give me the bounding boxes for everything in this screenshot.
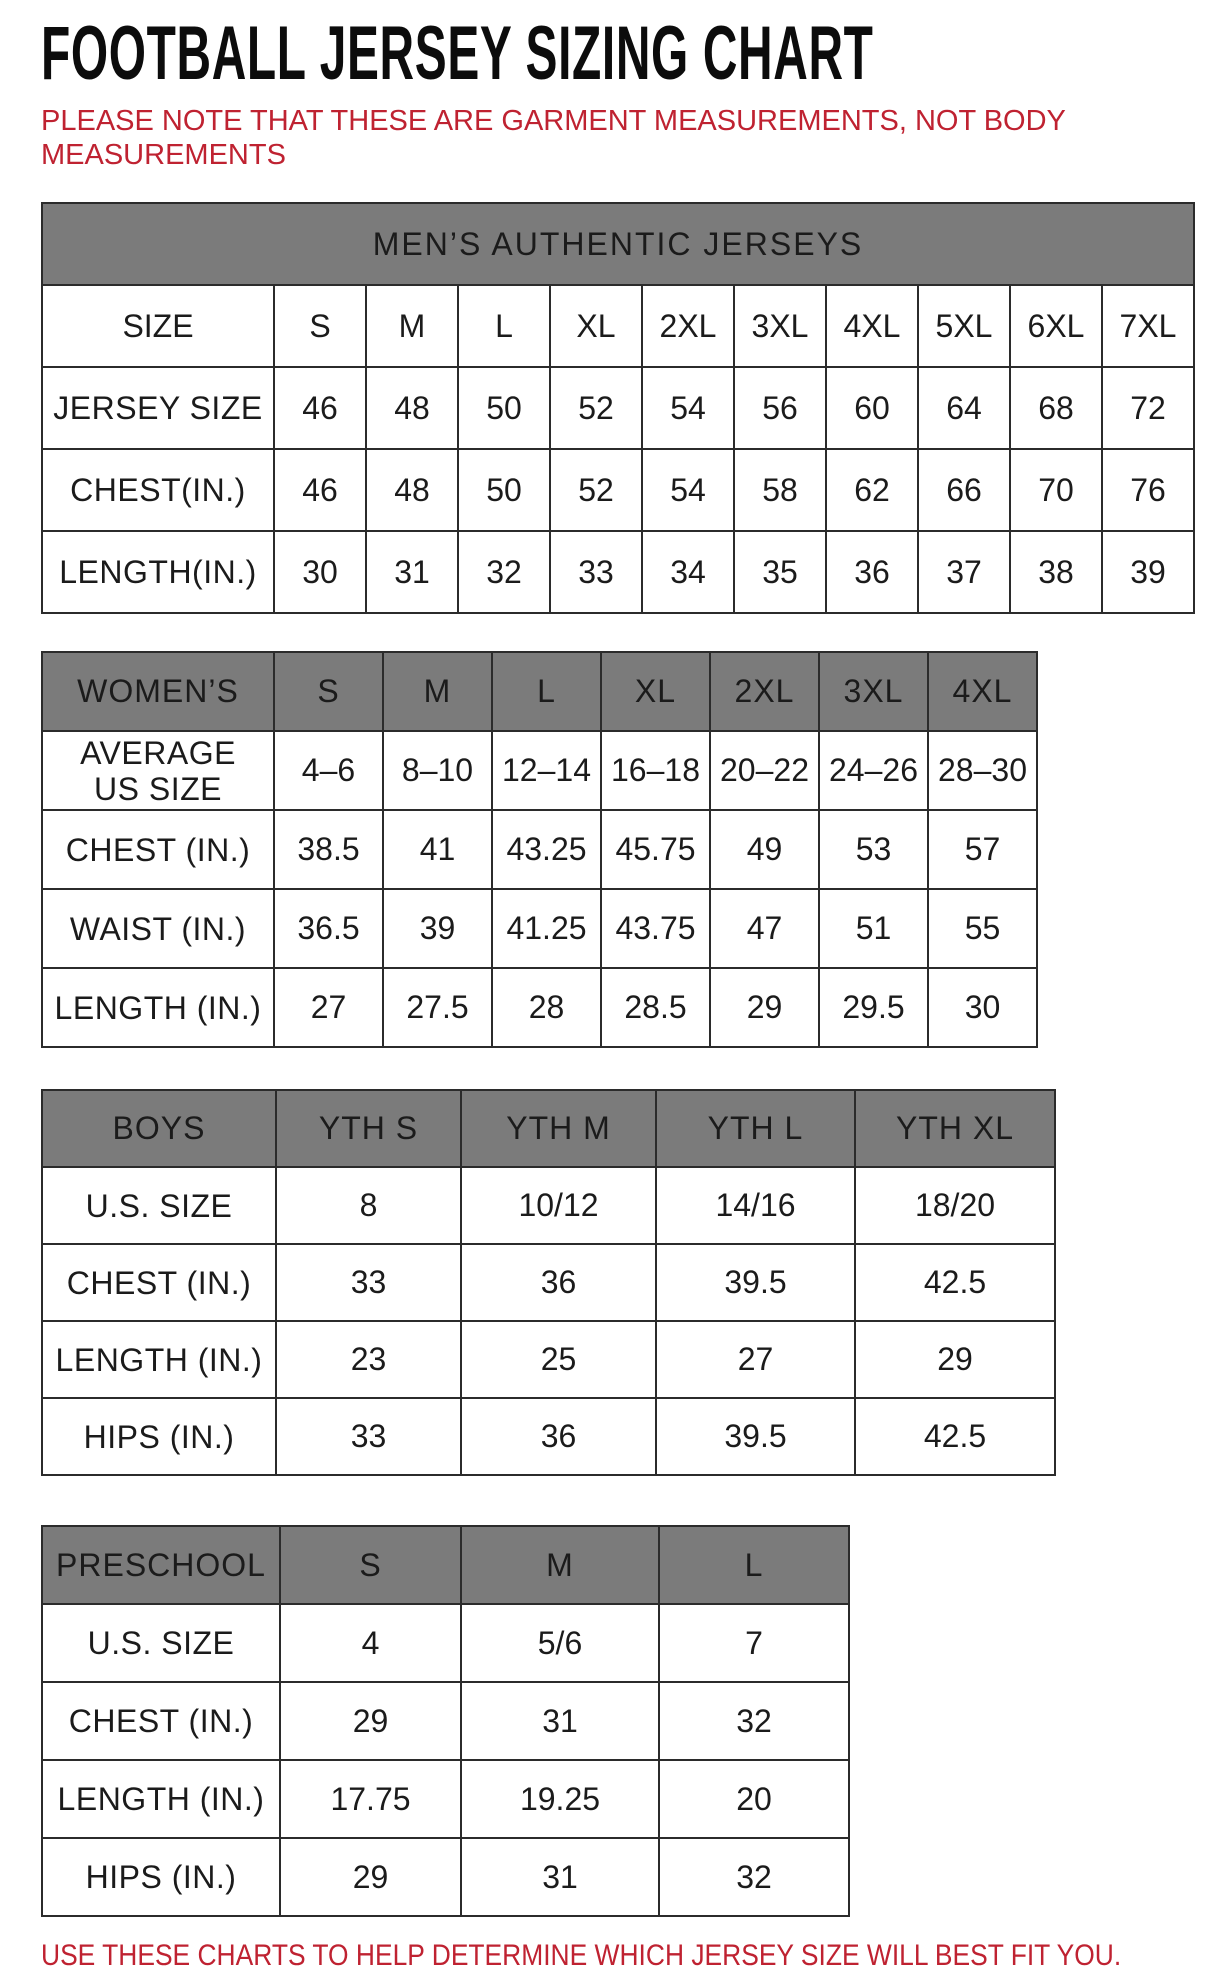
value-cell: 31	[461, 1682, 659, 1760]
value-cell: 41	[383, 810, 492, 889]
row-label-cell: CHEST(IN.)	[42, 449, 274, 531]
footer-note	[41, 1939, 1220, 1973]
column-header-cell: XL	[601, 652, 710, 731]
row-label-cell: JERSEY SIZE	[42, 367, 274, 449]
value-cell: 60	[826, 367, 918, 449]
column-header-cell: YTH S	[276, 1090, 461, 1167]
value-cell: 66	[918, 449, 1010, 531]
value-cell: 30	[928, 968, 1037, 1047]
page-title-text: FOOTBALL JERSEY SIZING CHART	[41, 11, 874, 96]
value-cell: 48	[366, 367, 458, 449]
value-cell: 29	[280, 1682, 461, 1760]
value-cell: 49	[710, 810, 819, 889]
value-cell: 36	[461, 1398, 656, 1475]
mens-sizing-table	[41, 202, 1195, 614]
column-header-cell: M	[366, 285, 458, 367]
value-cell: 29	[855, 1321, 1055, 1398]
value-cell: 36.5	[274, 889, 383, 968]
value-cell: 4–6	[274, 731, 383, 810]
column-header-cell: M	[461, 1526, 659, 1604]
value-cell: 42.5	[855, 1398, 1055, 1475]
column-header-cell: 4XL	[928, 652, 1037, 731]
value-cell: 68	[1010, 367, 1102, 449]
value-cell: 27.5	[383, 968, 492, 1047]
value-cell: 7	[659, 1604, 849, 1682]
value-cell: 46	[274, 449, 366, 531]
value-cell: 32	[659, 1682, 849, 1760]
value-cell: 36	[826, 531, 918, 613]
column-header-cell: 7XL	[1102, 285, 1194, 367]
value-cell: 62	[826, 449, 918, 531]
value-cell: 28	[492, 968, 601, 1047]
value-cell: 18/20	[855, 1167, 1055, 1244]
column-header-cell: 2XL	[710, 652, 819, 731]
column-header-cell: S	[280, 1526, 461, 1604]
value-cell: 56	[734, 367, 826, 449]
value-cell: 23	[276, 1321, 461, 1398]
value-cell: 30	[274, 531, 366, 613]
value-cell: 24–26	[819, 731, 928, 810]
value-cell: 28.5	[601, 968, 710, 1047]
column-header-cell: 5XL	[918, 285, 1010, 367]
value-cell: 32	[659, 1838, 849, 1916]
value-cell: 39.5	[656, 1244, 855, 1321]
column-header-cell: 6XL	[1010, 285, 1102, 367]
value-cell: 50	[458, 449, 550, 531]
value-cell: 31	[366, 531, 458, 613]
value-cell: 5/6	[461, 1604, 659, 1682]
column-header-cell: S	[274, 285, 366, 367]
value-cell: 19.25	[461, 1760, 659, 1838]
value-cell: 41.25	[492, 889, 601, 968]
value-cell: 4	[280, 1604, 461, 1682]
garment-measurement-note: PLEASE NOTE THAT THESE ARE GARMENT MEASUREMENTS, NOT BODY MEASUREMENTS	[41, 105, 1066, 171]
row-label-cell: U.S. SIZE	[42, 1604, 280, 1682]
row-label-cell: HIPS (IN.)	[42, 1398, 276, 1475]
footer-note-text: USE THESE CHARTS TO HELP DETERMINE WHICH JERSEY SIZE WILL BEST FIT YOU.	[41, 1939, 1122, 1972]
value-cell: 36	[461, 1244, 656, 1321]
value-cell: 16–18	[601, 731, 710, 810]
value-cell: 43.75	[601, 889, 710, 968]
value-cell: 8	[276, 1167, 461, 1244]
value-cell: 31	[461, 1838, 659, 1916]
row-label-cell: WAIST (IN.)	[42, 889, 274, 968]
column-header-cell: 4XL	[826, 285, 918, 367]
value-cell: 33	[276, 1398, 461, 1475]
value-cell: 34	[642, 531, 734, 613]
preschool-sizing-table	[41, 1525, 850, 1917]
row-label-cell: AVERAGE US SIZE	[42, 731, 274, 810]
boys-sizing-table	[41, 1089, 1056, 1476]
value-cell: 20	[659, 1760, 849, 1838]
value-cell: 45.75	[601, 810, 710, 889]
womens-header-label-cell: WOMEN’S	[42, 652, 274, 731]
value-cell: 46	[274, 367, 366, 449]
value-cell: 39.5	[656, 1398, 855, 1475]
value-cell: 38.5	[274, 810, 383, 889]
value-cell: 28–30	[928, 731, 1037, 810]
mens-header-label-cell: SIZE	[42, 285, 274, 367]
value-cell: 70	[1010, 449, 1102, 531]
value-cell: 47	[710, 889, 819, 968]
value-cell: 12–14	[492, 731, 601, 810]
row-label-cell: CHEST (IN.)	[42, 1682, 280, 1760]
column-header-cell: YTH L	[656, 1090, 855, 1167]
column-header-cell: L	[659, 1526, 849, 1604]
value-cell: 54	[642, 449, 734, 531]
value-cell: 43.25	[492, 810, 601, 889]
value-cell: 72	[1102, 367, 1194, 449]
value-cell: 14/16	[656, 1167, 855, 1244]
value-cell: 27	[656, 1321, 855, 1398]
row-label-cell: LENGTH(IN.)	[42, 531, 274, 613]
row-label-cell: HIPS (IN.)	[42, 1838, 280, 1916]
value-cell: 58	[734, 449, 826, 531]
column-header-cell: 3XL	[734, 285, 826, 367]
column-header-cell: 2XL	[642, 285, 734, 367]
value-cell: 76	[1102, 449, 1194, 531]
value-cell: 29	[710, 968, 819, 1047]
value-cell: 10/12	[461, 1167, 656, 1244]
value-cell: 35	[734, 531, 826, 613]
value-cell: 37	[918, 531, 1010, 613]
value-cell: 17.75	[280, 1760, 461, 1838]
column-header-cell: S	[274, 652, 383, 731]
value-cell: 39	[383, 889, 492, 968]
value-cell: 33	[276, 1244, 461, 1321]
column-header-cell: L	[458, 285, 550, 367]
mens-table-banner: MEN’S AUTHENTIC JERSEYS	[42, 203, 1194, 285]
value-cell: 32	[458, 531, 550, 613]
column-header-cell: YTH XL	[855, 1090, 1055, 1167]
value-cell: 57	[928, 810, 1037, 889]
column-header-cell: M	[383, 652, 492, 731]
value-cell: 50	[458, 367, 550, 449]
value-cell: 39	[1102, 531, 1194, 613]
value-cell: 52	[550, 367, 642, 449]
value-cell: 38	[1010, 531, 1102, 613]
column-header-cell: YTH M	[461, 1090, 656, 1167]
value-cell: 29.5	[819, 968, 928, 1047]
row-label-cell: CHEST (IN.)	[42, 1244, 276, 1321]
value-cell: 20–22	[710, 731, 819, 810]
value-cell: 51	[819, 889, 928, 968]
row-label-cell: LENGTH (IN.)	[42, 968, 274, 1047]
column-header-cell: XL	[550, 285, 642, 367]
value-cell: 33	[550, 531, 642, 613]
page-title	[41, 11, 1220, 98]
value-cell: 8–10	[383, 731, 492, 810]
row-label-cell: LENGTH (IN.)	[42, 1321, 276, 1398]
value-cell: 29	[280, 1838, 461, 1916]
womens-sizing-table	[41, 651, 1038, 1048]
value-cell: 42.5	[855, 1244, 1055, 1321]
row-label-cell: CHEST (IN.)	[42, 810, 274, 889]
preschool-header-label-cell: PRESCHOOL	[42, 1526, 280, 1604]
value-cell: 52	[550, 449, 642, 531]
value-cell: 55	[928, 889, 1037, 968]
value-cell: 64	[918, 367, 1010, 449]
boys-header-label-cell: BOYS	[42, 1090, 276, 1167]
value-cell: 48	[366, 449, 458, 531]
value-cell: 53	[819, 810, 928, 889]
value-cell: 54	[642, 367, 734, 449]
value-cell: 27	[274, 968, 383, 1047]
row-label-cell: LENGTH (IN.)	[42, 1760, 280, 1838]
column-header-cell: 3XL	[819, 652, 928, 731]
value-cell: 25	[461, 1321, 656, 1398]
row-label-cell: U.S. SIZE	[42, 1167, 276, 1244]
column-header-cell: L	[492, 652, 601, 731]
